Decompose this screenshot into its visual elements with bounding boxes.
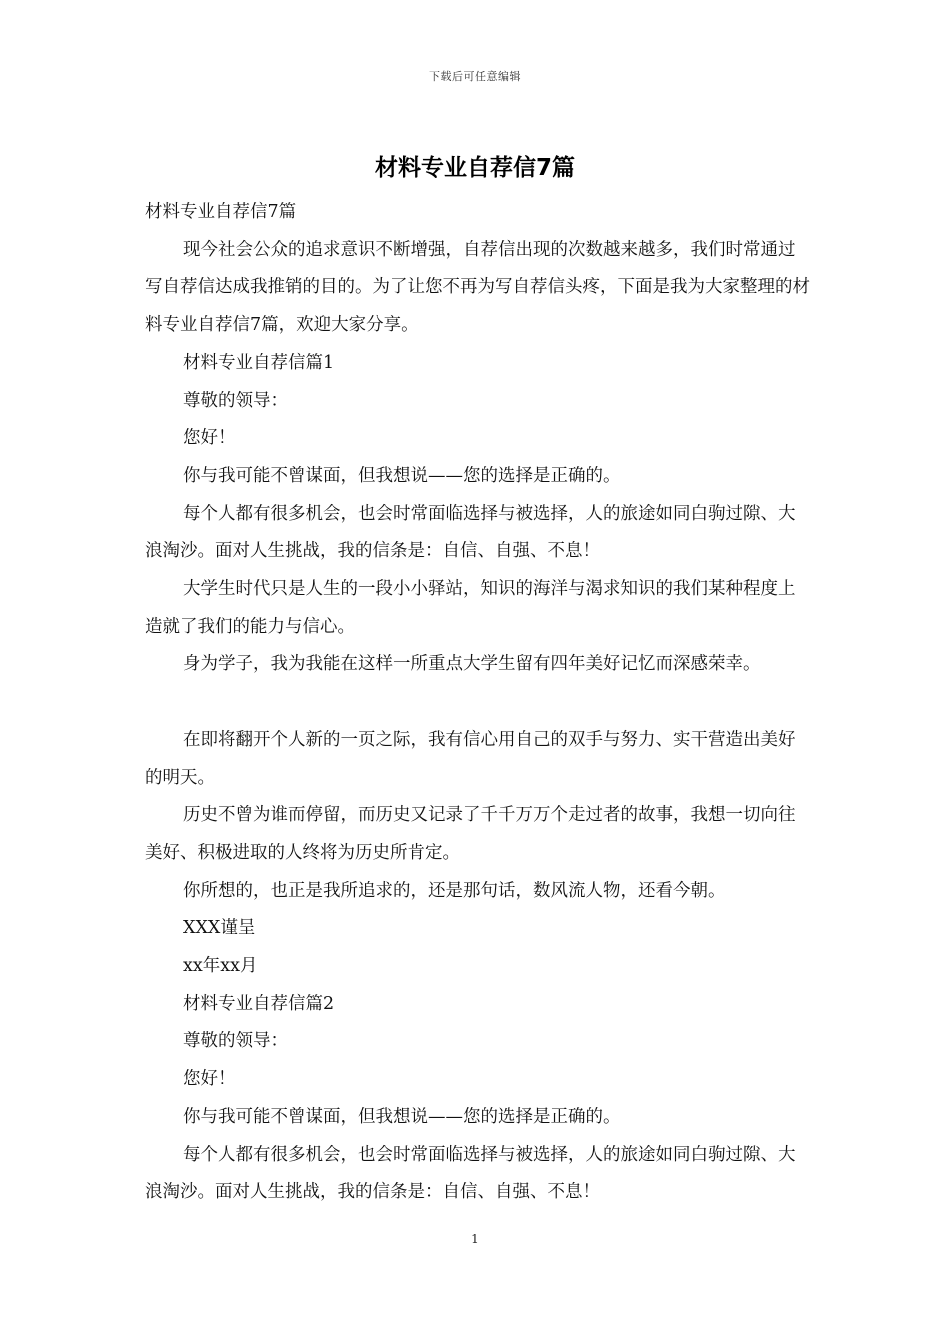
header-note: 下载后可任意编辑 bbox=[429, 70, 521, 83]
paragraph: 你所想的，也正是我所追求的，还是那句话，数风流人物，还看今朝。 bbox=[183, 880, 726, 901]
greeting: 您好！ bbox=[183, 1069, 236, 1090]
document-title: 材料专业自荐信7篇 bbox=[374, 155, 575, 181]
paragraph: 身为学子，我为我能在这样一所重点大学生留有四年美好记忆而深感荣幸。 bbox=[183, 654, 761, 675]
salutation: 尊敬的领导： bbox=[183, 390, 288, 411]
signature: XXX谨呈 bbox=[183, 918, 256, 939]
blank-line bbox=[145, 684, 810, 722]
paragraph: 现今社会公众的追求意识不断增强，自荐信出现的次数越来越多，我们时常通过写自荐信达成我推销的目的。为了让您不再为写自荐信头疼，下面是我为大家整理的材料专业自荐信7篇，欢迎大家分享。 bbox=[145, 239, 810, 336]
paragraph: 你与我可能不曾谋面，但我想说——您的选择是正确的。 bbox=[183, 1106, 621, 1127]
paragraph: 在即将翻开个人新的一页之际，我有信心用自己的双手与努力、实干营造出美好的明天。 bbox=[145, 729, 796, 788]
date: xx年xx月 bbox=[183, 956, 258, 977]
section-heading: 材料专业自荐信篇2 bbox=[183, 993, 335, 1014]
paragraph: 每个人都有很多机会，也会时常面临选择与被选择，人的旅途如同白驹过隙、大浪淘沙。面对人生挑战，我的信条是：自信、自强、不息！ bbox=[145, 1144, 796, 1203]
paragraph: 你与我可能不曾谋面，但我想说——您的选择是正确的。 bbox=[183, 465, 621, 486]
section-heading: 材料专业自荐信篇1 bbox=[183, 352, 335, 373]
greeting: 您好！ bbox=[183, 428, 236, 449]
document-body bbox=[145, 194, 810, 1212]
page-number: 1 bbox=[471, 1232, 479, 1246]
paragraph: 大学生时代只是人生的一段小小驿站，知识的海洋与渴求知识的我们某种程度上造就了我们的能力与信心。 bbox=[145, 579, 796, 637]
salutation: 尊敬的领导： bbox=[183, 1031, 288, 1052]
paragraph: 历史不曾为谁而停留，而历史又记录了千千万万个走过者的故事，我想一切向往美好、积极进取的人终将为历史所肯定。 bbox=[145, 805, 796, 863]
paragraph: 材料专业自荐信7篇 bbox=[145, 202, 297, 222]
paragraph: 每个人都有很多机会，也会时常面临选择与被选择，人的旅途如同白驹过隙、大浪淘沙。面对人生挑战，我的信条是：自信、自强、不息！ bbox=[145, 503, 796, 562]
